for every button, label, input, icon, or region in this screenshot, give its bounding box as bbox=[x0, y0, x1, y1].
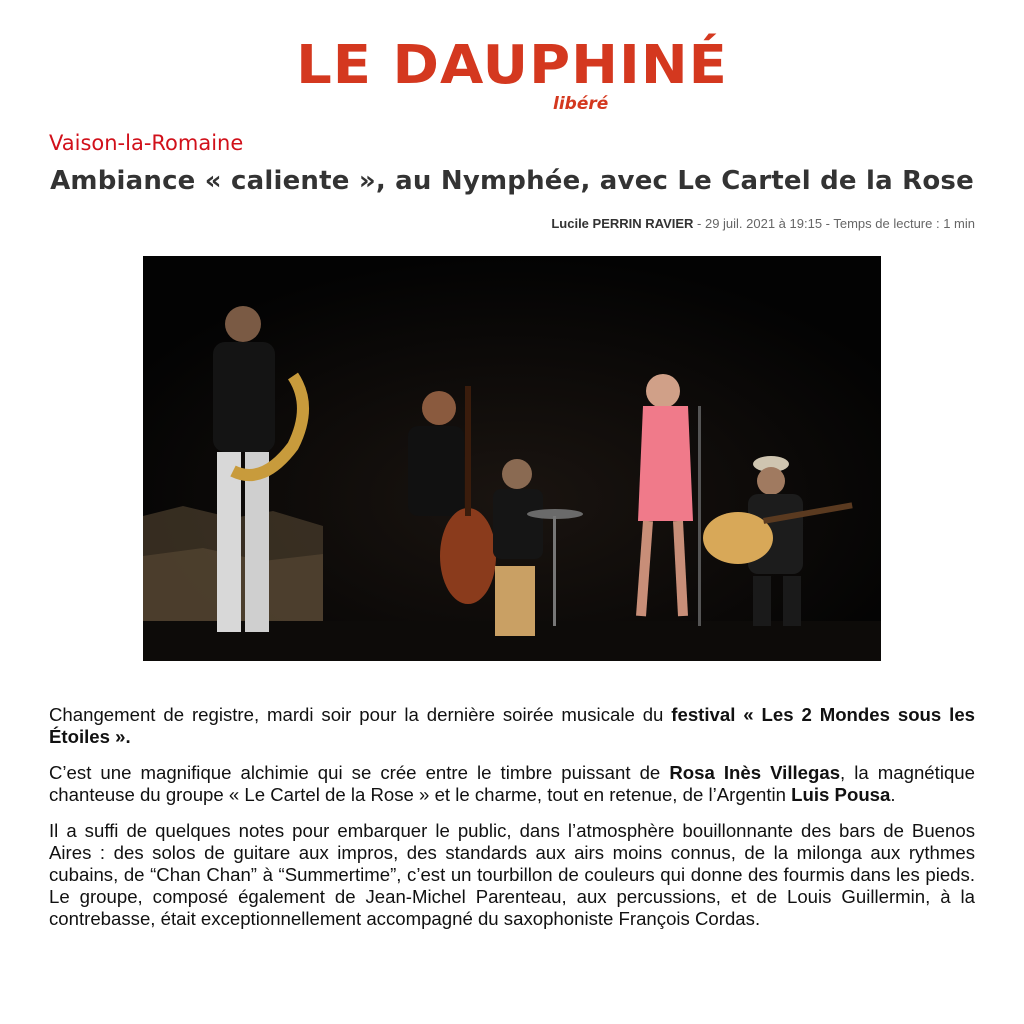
concert-photo bbox=[143, 256, 881, 661]
paragraph-1 bbox=[49, 704, 975, 748]
paragraph-2-text-c: . bbox=[890, 784, 896, 805]
article-headline: Ambiance « caliente », au Nymphée, avec Le Cartel de la Rose bbox=[50, 166, 974, 196]
paragraph-1-text: Changement de registre, mardi soir pour la dernière soirée musicale du bbox=[49, 704, 672, 725]
concert-photo-illustration bbox=[143, 256, 881, 661]
author-name[interactable]: Lucile PERRIN RAVIER bbox=[551, 216, 694, 231]
singer-name: Rosa Inès Villegas bbox=[669, 762, 841, 783]
article-meta: - 29 juil. 2021 à 19:15 - Temps de lecture : 1 min bbox=[693, 216, 975, 231]
guitarist-name: Luis Pousa bbox=[791, 784, 891, 805]
logo-wordmark: LE DAUPHINÉ bbox=[296, 34, 728, 97]
article-byline bbox=[551, 216, 975, 231]
paragraph-2-text-b: , la magnétique chanteuse du groupe « Le Cartel de la Rose » et le charme, tout en retenue, de l’Argentin bbox=[49, 762, 975, 805]
paragraph-2 bbox=[49, 762, 975, 806]
section-label[interactable]: Vaison-la-Romaine bbox=[49, 131, 244, 155]
paragraph-2-text-a: C’est une magnifique alchimie qui se crée entre le timbre puissant de bbox=[49, 762, 670, 783]
festival-name: festival « Les 2 Mondes sous les Étoiles ». bbox=[49, 704, 975, 747]
article-body bbox=[49, 704, 975, 944]
paragraph-3: Il a suffi de quelques notes pour embarquer le public, dans l’atmosphère bouillonnante des bars de Buenos Aires : des solos de guitare aux impros, des standards aux airs moins connus, de la milonga aux rythmes cubains, de “Chan Chan” à “Summertime”, c’est un tourbillon de couleurs qui donne des fourmis dans les pieds. Le groupe, composé également de Jean-Michel Parenteau, aux percussions, et de Louis Guillermin, à la contrebasse, était exceptionnellement accompagné du saxophoniste François Cordas. bbox=[49, 820, 975, 929]
logo-subtitle: libéré bbox=[553, 94, 609, 114]
masthead-logo[interactable] bbox=[0, 34, 1024, 114]
